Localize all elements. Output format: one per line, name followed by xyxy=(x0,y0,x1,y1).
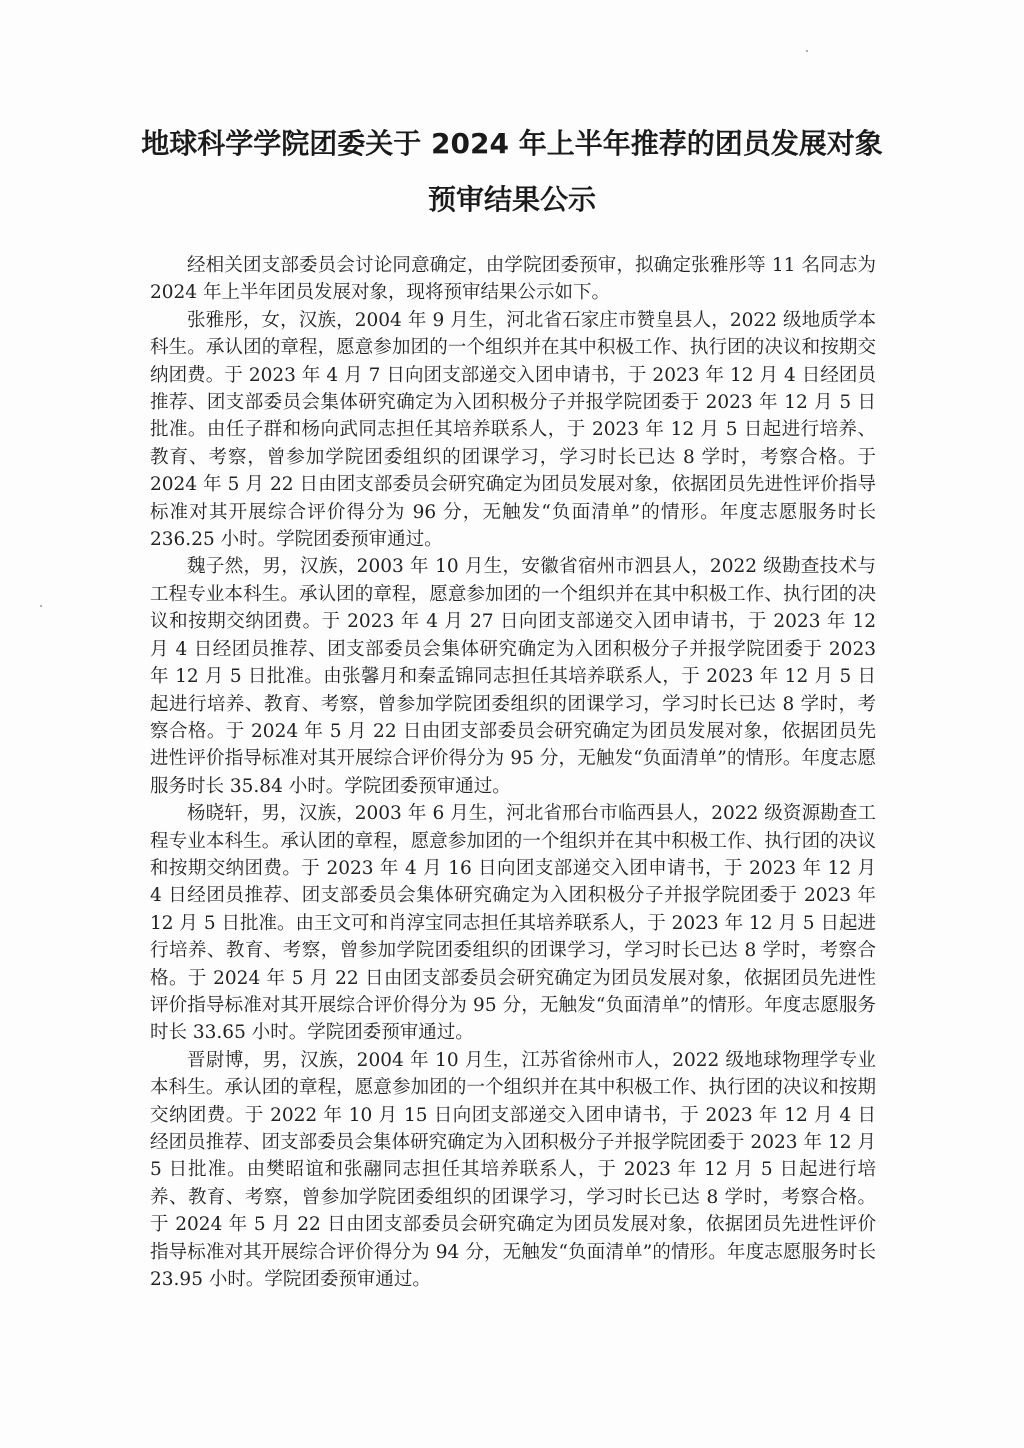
document-title-line-2: 预审结果公示 xyxy=(427,183,596,216)
candidate-paragraph-2: 魏子然，男，汉族，2003 年 10 月生，安徽省宿州市泗县人，2022 级勘查技术与工程专业本科生。承认团的章程，愿意参加团的一个组织并在其中积极工作、执行团的决议和按期交纳团费。于 2023 年 4 月 27 日向团支部递交入团申请书，于 2023 年 12 月 4 日经团员推荐、团支部委员会集体研究确定为入团积极分子并报学院团委于 2023 年 12 月 5 日批准。由张馨月和秦孟锦同志担任其培养联系人，于 2023 年 12 月 5 日起进行培养、教育、考察，曾参加学院团委组织的团课学习，学习时长已达 8 学时，考察合格。于 2024 年 5 月 22 日由团支部委员会研究确定为团员发展对象，依据团员先进性评价指导标准对其开展综合评价得分为 95 分，无触发“负面清单”的情形。年度志愿服务时长 35.84 小时。学院团委预审通过。 xyxy=(150,556,876,797)
candidate-paragraph-4: 晋尉博，男，汉族，2004 年 10 月生，江苏省徐州市人，2022 级地球物理学专业本科生。承认团的章程，愿意参加团的一个组织并在其中积极工作、执行团的决议和按期交纳团费。于 2022 年 10 月 15 日向团支部递交入团申请书，于 2023 年 12 月 4 日经团员推荐、团支部委员会集体研究确定为入团积极分子并报学院团委于 2023 年 12 月 5 日批准。由樊昭谊和张翮同志担任其培养联系人，于 2023 年 12 月 5 日起进行培养、教育、考察，曾参加学院团委组织的团课学习，学习时长已达 8 学时，考察合格。于 2024 年 5 月 22 日由团支部委员会研究确定为团员发展对象，依据团员先进性评价指导标准对其开展综合评价得分为 94 分，无触发“负面清单”的情形。年度志愿服务时长 23.95 小时。学院团委预审通过。 xyxy=(150,1049,876,1291)
candidate-paragraph-1: 张雅彤，女，汉族，2004 年 9 月生，河北省石家庄市赞皇县人，2022 级地质学本科生。承认团的章程，愿意参加团的一个组织并在其中积极工作、执行团的决议和按期交纳团费。于 2023 年 4 月 7 日向团支部递交入团申请书，于 2023 年 12 月 4 日经团员推荐、团支部委员会集体研究确定为入团积极分子并报学院团委于 2023 年 12 月 5 日批准。由任子群和杨向武同志担任其培养联系人，于 2023 年 12 月 5 日起进行培养、教育、考察，曾参加学院团委组织的团课学习，学习时长已达 8 学时，考察合格。于 2024 年 5 月 22 日由团支部委员会研究确定为团员发展对象，依据团员先进性评价指导标准对其开展综合评价得分为 96 分，无触发“负面清单”的情形。年度志愿服务时长 236.25 小时。学院团委预审通过。 xyxy=(150,309,876,551)
scan-speck xyxy=(806,50,808,52)
document-body xyxy=(150,252,876,1293)
intro-paragraph: 经相关团支部委员会讨论同意确定，由学院团委预审，拟确定张雅彤等 11 名同志为 2024 年上半年团员发展对象，现将预审结果公示如下。 xyxy=(150,255,876,304)
candidate-paragraph-3: 杨晓轩，男，汉族，2003 年 6 月生，河北省邢台市临西县人，2022 级资源勘查工程专业本科生。承认团的章程，愿意参加团的一个组织并在其中积极工作、执行团的决议和按期交纳团费。于 2023 年 4 月 16 日向团支部递交入团申请书，于 2023 年 12 月 4 日经团员推荐、团支部委员会集体研究确定为入团积极分子并报学院团委于 2023 年 12 月 5 日批准。由王文可和肖淳宝同志担任其培养联系人，于 2023 年 12 月 5 日起进行培养、教育、考察，曾参加学院团委组织的团课学习，学习时长已达 8 学时，考察合格。于 2024 年 5 月 22 日由团支部委员会研究确定为团员发展对象，依据团员先进性评价指导标准对其开展综合评价得分为 95 分，无触发“负面清单”的情形。年度志愿服务时长 33.65 小时。学院团委预审通过。 xyxy=(150,803,876,1044)
scan-speck xyxy=(40,605,42,607)
document-title-line-1: 地球科学学院团委关于 2024 年上半年推荐的团员发展对象 xyxy=(141,127,883,160)
